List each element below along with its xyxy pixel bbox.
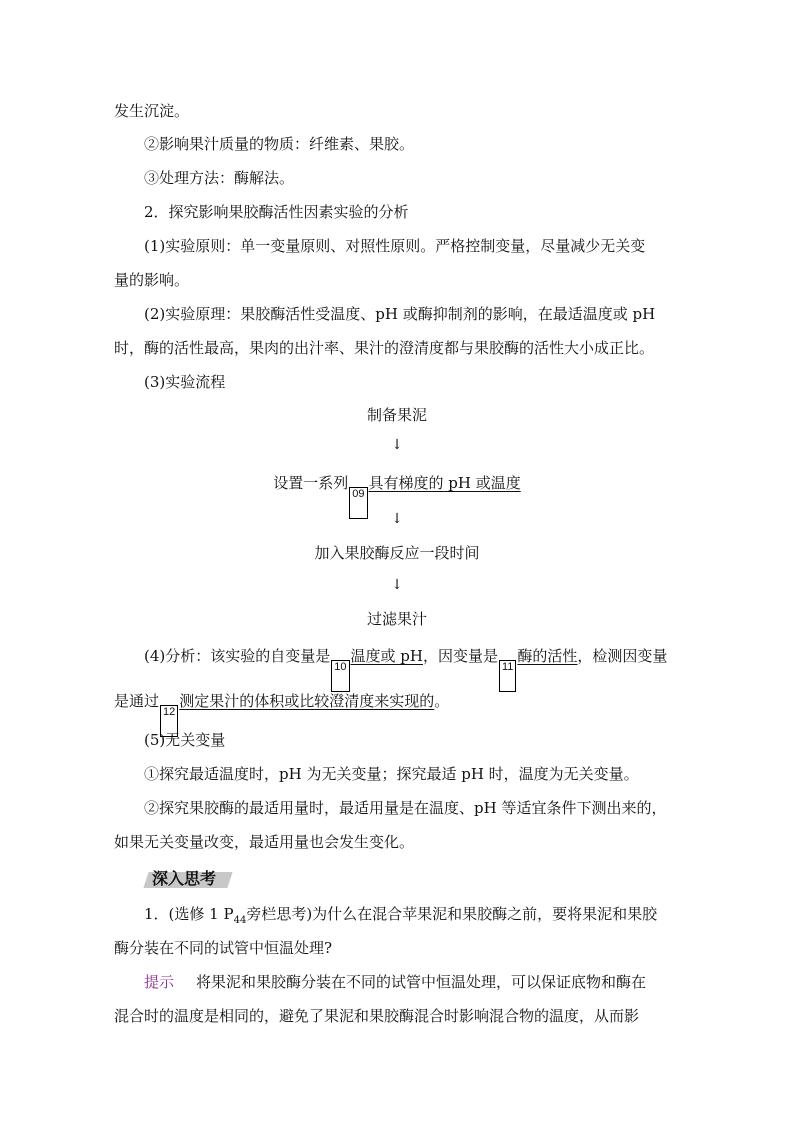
irrelevant-line-1: ①探究最适温度时，pH 为无关变量；探究最适 pH 时，温度为无关变量。 bbox=[144, 765, 639, 783]
flow-step-3: 加入果胶酶反应一段时间 bbox=[314, 544, 480, 562]
hint-line-2: 混合时的温度是相同的，避免了果泥和果胶酶混合时影响混合物的温度，从而影 bbox=[114, 1007, 640, 1025]
answer-box-09: 09 bbox=[349, 487, 367, 519]
question-rest: 旁栏思考)为什么在混合苹果泥和果胶酶之前，要将果泥和果胶 bbox=[246, 905, 658, 923]
flow-step-4: 过滤果汁 bbox=[366, 610, 427, 628]
theory-line-1: (2)实验原理：果胶酶活性受温度、pH 或酶抑制剂的影响，在最适温度或 pH bbox=[144, 305, 656, 323]
question-line-2: 酶分装在不同的试管中恒温处理? bbox=[114, 939, 333, 957]
flow-arrow-2: ↓ bbox=[391, 511, 403, 527]
question-page-sub: 44 bbox=[233, 915, 247, 926]
flow-step-2-prefix: 设置一系列 bbox=[273, 474, 349, 492]
section-heading-2: 2．探究影响果胶酶活性因素实验的分析 bbox=[144, 203, 409, 221]
deep-thinking-badge bbox=[140, 866, 236, 894]
hint-line-1 bbox=[144, 971, 646, 993]
flow-arrow-3: ↓ bbox=[391, 577, 403, 593]
irrelevant-line-2: ②探究果胶酶的最适用量时，最适用量是在温度、pH 等适宜条件下测出来的， bbox=[144, 799, 667, 817]
answer-10: 温度或 pH bbox=[350, 647, 423, 665]
answer-12: 测定果汁的体积或比较澄清度来实现的 bbox=[179, 692, 435, 710]
text-line-1: 发生沉淀。 bbox=[114, 102, 190, 120]
question-prefix: 1．(选修 1 P bbox=[144, 905, 234, 923]
theory-line-2: 时，酶的活性最高，果肉的出汁率、果汁的澄清度都与果胶酶的活性大小成正比。 bbox=[114, 339, 655, 357]
hint-label: 提示 bbox=[144, 973, 175, 991]
principle-line-1: (1)实验原则：单一变量原则、对照性原则。严格控制变量，尽量减少无关变 bbox=[144, 237, 646, 255]
analysis-text-4: 是通过 bbox=[114, 692, 160, 710]
irrelevant-line-3: 如果无关变量改变，最适用量也会发生变化。 bbox=[114, 833, 415, 851]
flow-step-1: 制备果泥 bbox=[366, 406, 427, 424]
text-line-3: ③处理方法：酶解法。 bbox=[144, 169, 295, 187]
answer-box-12: 12 bbox=[160, 705, 178, 737]
analysis-text-1: (4)分析：该实验的自变量是 bbox=[144, 647, 331, 665]
answer-box-11: 11 bbox=[499, 660, 516, 692]
answer-box-10: 10 bbox=[331, 660, 349, 692]
answer-09: 具有梯度的 pH 或温度 bbox=[368, 474, 521, 492]
answer-11: 酶的活性 bbox=[517, 647, 578, 665]
analysis-text-2: ，因变量是 bbox=[422, 647, 498, 665]
irrelevant-heading: (5)无关变量 bbox=[144, 731, 226, 749]
flow-heading: (3)实验流程 bbox=[144, 373, 226, 391]
flow-arrow-1: ↓ bbox=[391, 437, 403, 453]
question-line-1 bbox=[144, 903, 657, 932]
badge-label: 深入思考 bbox=[152, 869, 217, 888]
analysis-text-5: 。 bbox=[434, 692, 450, 710]
analysis-line-1 bbox=[144, 645, 667, 692]
hint-text: 将果泥和果胶酶分装在不同的试管中恒温处理，可以保证底物和酶在 bbox=[196, 973, 647, 991]
principle-line-2: 量的影响。 bbox=[114, 271, 190, 289]
analysis-text-3: ，检测因变量 bbox=[577, 647, 668, 665]
text-line-2: ②影响果汁质量的物质：纤维素、果胶。 bbox=[144, 135, 415, 153]
